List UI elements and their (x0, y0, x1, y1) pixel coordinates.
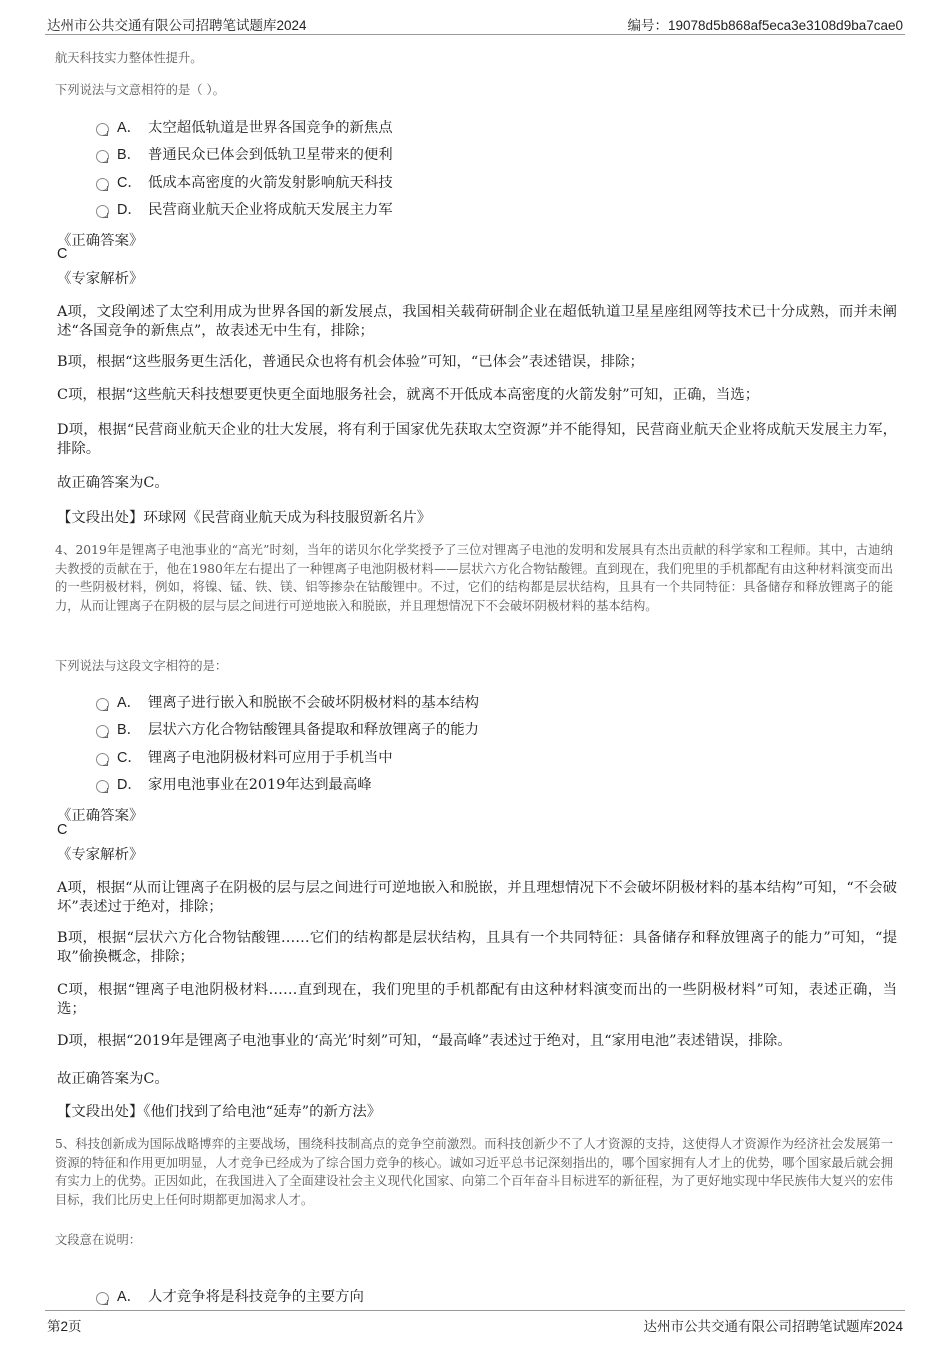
q4-stem: 4、2019年是锂离子电池事业的“高光”时刻，当年的诺贝尔化学奖授予了三位对锂离子电池的发明和发展具有杰出贡献的科学家和工程师。其中，古迪纳夫教授的贡献在于，他在1980年左右提出了一种锂离子电池阴极材料——层状六方化合物钴酸锂。直到现在，我们兜里的手机都配有由这种材料演变而出的一些阴极材料，例如，将镍、锰、铁、镁、铝等掺杂在钴酸锂中。不过，它们的结构都是层状结构，且具有一个共同特征：具备储存和释放锂离子的能力，从而让锂离子在阴极的层与层之间进行可逆地嵌入和脱嵌，并且理想情况下不会破坏阴极材料的基本结构。 (55, 543, 893, 613)
option-text: 太空超低轨道是世界各国竞争的新焦点 (148, 120, 393, 136)
q3-prompt: 下列说法与文意相符的是（ ）。 (55, 83, 225, 97)
q3-analysis-label: 《专家解析》 (57, 271, 144, 287)
radio-icon[interactable] (96, 178, 109, 191)
option-text: 锂离子电池阴极材料可应用于手机当中 (148, 750, 393, 766)
q4-analysis-b: B项，根据“层状六方化合物钴酸锂……它们的结构都是层状结构，且具有一个共同特征：具备储存和释放锂离子的能力”可知，“提取”偷换概念，排除； (57, 930, 897, 965)
option-text: 低成本高密度的火箭发射影响航天科技 (148, 175, 393, 191)
q4-answer: C (57, 822, 68, 838)
radio-icon[interactable] (96, 753, 109, 766)
q3-answer: C (57, 246, 68, 262)
q4-analysis-a: A项，根据“从而让锂离子在阴极的层与层之间进行可逆地嵌入和脱嵌，并且理想情况下不会破坏阴极材料的基本结构”可知，“不会破坏”表述过于绝对，排除； (57, 880, 897, 915)
q5-option-a[interactable]: A． 人才竞争将是科技竞争的主要方向 (96, 1285, 364, 1306)
radio-icon[interactable] (96, 780, 109, 793)
q4-analysis-c: C项，根据“锂离子电池阴极材料……直到现在，我们兜里的手机都配有由这种材料演变而出的一些阴极材料”可知，表述正确，当选； (57, 982, 897, 1017)
radio-icon[interactable] (96, 1292, 109, 1305)
q4-analysis-label: 《专家解析》 (57, 847, 144, 863)
footer-title: 达州市公共交通有限公司招聘笔试题库2024 (643, 1319, 903, 1334)
option-text: 普通民众已体会到低轨卫星带来的便利 (148, 147, 393, 163)
q5-stem: 5、科技创新成为国际战略博弈的主要战场，围绕科技制高点的竞争空前激烈。而科技创新少不了人才资源的支持，这使得人才资源作为经济社会发展第一资源的特征和作用更加明显，人才竞争已经成为了综合国力竞争的核心。诚如习近平总书记深刻指出的，哪个国家拥有人才上的优势，哪个国家最后就会拥有实力上的优势。正因如此，在我国进入了全面建设社会主义现代化国家、向第二个百年奋斗目标进军的新征程，为了更好地实现中华民族伟大复兴的宏伟目标，我们比历史上任何时期都更加渴求人才。 (55, 1137, 893, 1207)
q4-option-b[interactable]: B． 层状六方化合物钴酸锂具备提取和释放锂离子的能力 (96, 718, 479, 739)
q4-analysis-d: D项，根据“2019年是锂离子电池事业的‘高光’时刻”可知，“最高峰”表述过于绝对，且“家用电池”表述错误，排除。 (57, 1033, 792, 1049)
radio-icon[interactable] (96, 725, 109, 738)
option-text: 层状六方化合物钴酸锂具备提取和释放锂离子的能力 (148, 722, 479, 738)
header-title: 达州市公共交通有限公司招聘笔试题库2024 (47, 18, 307, 33)
q5-prompt: 文段意在说明： (55, 1233, 142, 1247)
q4-option-a[interactable]: A． 锂离子进行嵌入和脱嵌不会破坏阴极材料的基本结构 (96, 691, 479, 712)
q3-source: 【文段出处】环球网《民营商业航天成为科技服贸新名片》 (57, 510, 432, 526)
option-text: 人才竞争将是科技竞争的主要方向 (148, 1289, 364, 1305)
q3-analysis-d: D项，根据“民营商业航天企业的壮大发展，将有利于国家优先获取太空资源”并不能得知，民营商业航天企业将成航天发展主力军，排除。 (57, 422, 897, 457)
q4-prompt: 下列说法与这段文字相符的是： (55, 659, 228, 673)
page-header (45, 12, 905, 35)
radio-icon[interactable] (96, 123, 109, 136)
q4-conclusion: 故正确答案为C。 (57, 1071, 169, 1087)
q3-answer-label: 《正确答案》 (57, 233, 144, 249)
q3-analysis-c: C项，根据“这些航天科技想要更快更全面地服务社会，就离不开低成本高密度的火箭发射”可知，正确，当选； (57, 387, 760, 403)
q3-stem-tail: 航天科技实力整体性提升。 (55, 51, 203, 65)
option-text: 民营商业航天企业将成航天发展主力军 (148, 202, 393, 218)
q3-option-d[interactable]: D． 民营商业航天企业将成航天发展主力军 (96, 198, 393, 219)
q4-option-c[interactable]: C． 锂离子电池阴极材料可应用于手机当中 (96, 746, 393, 767)
radio-icon[interactable] (96, 150, 109, 163)
page-footer (45, 1310, 905, 1333)
header-doc-id: 编号：19078d5b868af5eca3e3108d9ba7cae0 (627, 18, 903, 33)
q3-conclusion: 故正确答案为C。 (57, 475, 169, 491)
footer-page-number: 第2页 (47, 1319, 82, 1334)
q3-analysis-b: B项，根据“这些服务更生活化，普通民众也将有机会体验”可知，“已体会”表述错误，排除； (57, 354, 644, 370)
radio-icon[interactable] (96, 698, 109, 711)
q4-source: 【文段出处】《他们找到了给电池“延寿”的新方法》 (57, 1104, 382, 1120)
q3-analysis-a: A项，文段阐述了太空利用成为世界各国的新发展点，我国相关载荷研制企业在超低轨道卫星星座组网等技术已十分成熟，而并未阐述“各国竞争的新焦点”，故表述无中生有，排除； (57, 304, 897, 339)
radio-icon[interactable] (96, 205, 109, 218)
option-text: 锂离子进行嵌入和脱嵌不会破坏阴极材料的基本结构 (148, 695, 479, 711)
q3-option-b[interactable]: B． 普通民众已体会到低轨卫星带来的便利 (96, 143, 393, 164)
option-text: 家用电池事业在2019年达到最高峰 (148, 777, 372, 793)
q3-option-c[interactable]: C． 低成本高密度的火箭发射影响航天科技 (96, 171, 393, 192)
q3-option-a[interactable]: A． 太空超低轨道是世界各国竞争的新焦点 (96, 116, 393, 137)
q4-answer-label: 《正确答案》 (57, 808, 144, 824)
q4-option-d[interactable]: D． 家用电池事业在2019年达到最高峰 (96, 773, 372, 794)
